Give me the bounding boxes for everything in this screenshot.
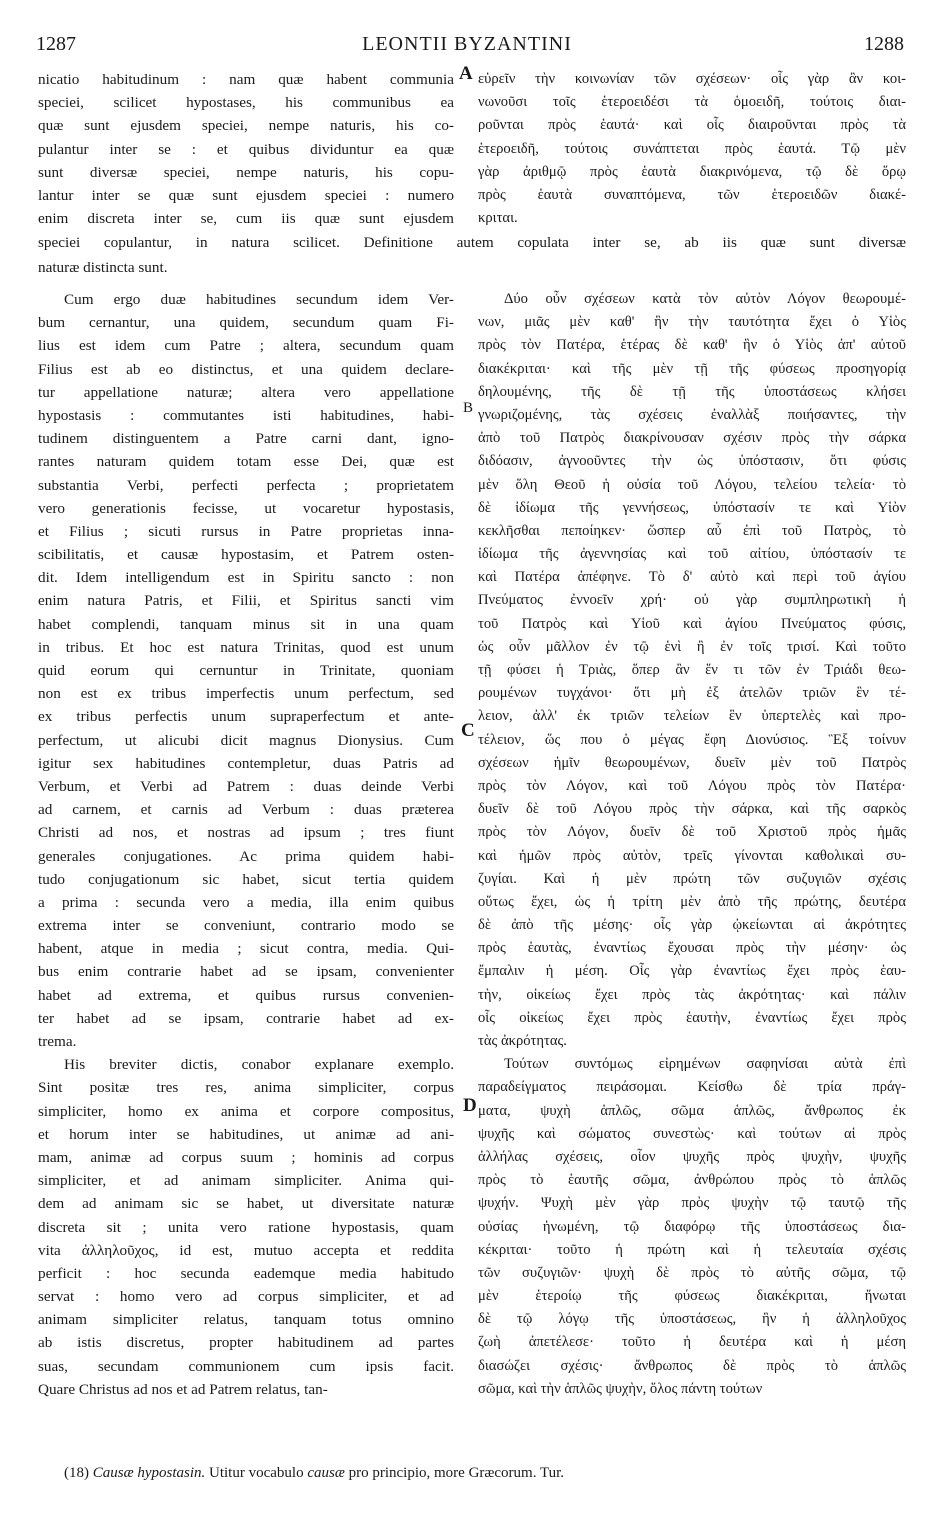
text-line: κριται. — [478, 210, 518, 227]
text-line: servat : homo vero ad corpus simpliciter, et ad — [38, 1288, 454, 1306]
text-line: extrema inter se conveniunt, contrario modo se — [38, 917, 454, 935]
text-line: δὲ τῷ λόγῳ τῆς ὑποστάσεως, ἣν ἡ ἀλληλοῦχος — [478, 1311, 906, 1328]
text-line: hypostasis : commutantes isti habitudines, habi- — [38, 406, 454, 424]
text-line: naturæ distincta sunt. — [38, 259, 168, 276]
text-line: ter habet ad se ipsam, contrarie habet ad ex- — [38, 1009, 454, 1027]
section-marker-a: A — [459, 63, 473, 84]
text-line: οὕτως ἔχει, ὡς ἡ τρίτη μὲν ἀπὸ τῆς πρώτης, δευτέρα — [478, 893, 906, 910]
text-line: πρὸς ἑαυτὰ συναπτόμενα, τῶν ἑτεροειδῶν διακέ- — [478, 186, 906, 203]
text-line: νων, μιᾶς μὲν καθ' ἣν τὴν ταυτότητα ἔχει ὁ Υἱὸς — [478, 314, 906, 331]
text-line: Verbum, et Verbi ad Patrem : duas deinde Verbi — [38, 777, 454, 795]
latin-column-bridge-end — [38, 256, 454, 279]
text-line: οἷς οἰκείως ἔχει πρὸς ἑαυτὴν, ἐναντίως ἔχει πρὸς — [478, 1009, 906, 1026]
text-line: discreta sit ; unita vero ratione hypostasis, quam — [38, 1218, 454, 1236]
text-line: Cum ergo duæ habitudines secundum idem Ver- — [64, 291, 454, 308]
text-line: Πνεύματος ἐννοεῖν χρή· οὐ γὰρ συμπληρωτικὴ ἡ — [478, 592, 906, 609]
text-line: τῶν συζυγιῶν· ψυχὴ δὲ πρὸς τὸ αὐτῆς σῶμα, τῷ — [478, 1264, 906, 1281]
text-line: ὡς οὖν μᾶλλον ἐν τῷ ἑνὶ ἢ ἐν τοῖς τρισί. Καὶ τοῦτο — [478, 638, 906, 655]
text-line: ἔμπαλιν ἡ μέση. Οἷς γὰρ ἐναντίως ἔχει πρὸς ἑαυ- — [478, 963, 906, 980]
footnote-word: causæ — [307, 1465, 345, 1481]
text-line: κεκλῆσθαι πεποίηκεν· ὥσπερ αὖ ἐπὶ τοῦ Πατρὸς, τὸ — [478, 522, 906, 539]
text-line: πρὸς τὸν Λόγον, δυεῖν δὲ τοῦ Χριστοῦ πρὸς ἡμᾶς — [478, 824, 906, 841]
text-line: trema. — [38, 1033, 77, 1050]
text-line: mam, animæ ad corpus suum ; hominis ad corpus — [38, 1148, 454, 1166]
text-line: habet complendi, tanquam minus sit in una quam — [38, 615, 454, 633]
text-line: οὐσίας ἡνωμένη, τῷ διαφόρῳ τῆς ὑποστάσεως δια- — [478, 1218, 906, 1235]
text-line: μὲν ὅλη Θεοῦ ἡ οὐσία τοῦ Λόγου, τελείου τελεία· τὸ — [478, 476, 906, 493]
text-line: ψυχήν. Ψυχὴ μὲν γὰρ πρὸς ψυχὴν τῷ ταυτῷ τῆς — [478, 1195, 906, 1212]
text-line: habent, atque in media ; sicut contra, media. Qui- — [38, 940, 454, 958]
latin-column-body — [38, 288, 454, 1401]
text-line: τὰς ἀκρότητας. — [478, 1033, 567, 1049]
text-line: rantes naturam quidem totam esse Dei, quæ est — [38, 453, 454, 471]
text-line: διδόασιν, ἀγνοοῦντες τὴν ὡς ὑπόστασιν, ὅτι φύσις — [478, 453, 906, 470]
text-line: sunt diversæ speciei, nempe naturis, his copu- — [38, 163, 454, 181]
text-line: ροῦνται πρὸς ἑαυτά· καὶ οἷς διαιροῦνται πρὸς τὰ — [478, 117, 906, 134]
text-line: τοῦ Πατρὸς καὶ Υἱοῦ καὶ ἁγίου Πνεύματος φύσις, — [478, 615, 906, 632]
text-line: pulantur inter se : et quibus dividuntur ea quæ — [38, 140, 454, 158]
text-line: dit. Idem intelligendum est in Spiritu sancto : non — [38, 569, 454, 587]
text-line: σῶμα, καὶ τὴν ἁπλῶς ψυχὴν, ὅλος πάντη τούτων — [478, 1380, 763, 1397]
text-line: ἰδίωμα τῆς ἀγεννησίας καὶ τοῦ αἰτίου, ὑπόστασίν τε — [478, 546, 906, 563]
text-line: ἑτεροειδῆ, τούτοις συνάπτεται πρὸς ἑαυτά. Τῷ μὲν — [478, 140, 906, 157]
text-line: nicatio habitudinum : nam quæ habent communia — [38, 71, 454, 88]
text-line: perficit : hoc secunda eademque media habitudo — [38, 1264, 454, 1282]
text-line: ab istis discretus, propter habitudinem ad partes — [38, 1334, 454, 1352]
text-line: Christi ad nos, et nostras ad ipsum ; tres fiunt — [38, 824, 454, 842]
text-line: generales conjugationes. Ac prima quidem habi- — [38, 847, 454, 865]
text-line: ex tribus perfectis unum supraperfectum et ante- — [38, 708, 454, 726]
text-line: in tribus. Et hoc est natura Trinitas, quod est unum — [38, 638, 454, 656]
text-line: καὶ Πατέρα ἀπέφηνε. Τὸ δ' αὐτὸ καὶ περὶ τοῦ ἁγίου — [478, 569, 906, 586]
page-number-right: 1288 — [864, 33, 904, 55]
text-line: tudo conjugationum sic habet, sicut tertia quidem — [38, 870, 454, 888]
section-marker-b: B — [463, 400, 474, 416]
text-line: εὑρεῖν τὴν κοινωνίαν τῶν σχέσεων· οἷς γὰρ ἂν κοι- — [478, 71, 906, 87]
text-line: διακέκριται· καὶ τῆς μὲν τῇ τῆς φύσεως προσηγορίᾳ — [478, 360, 906, 377]
text-line: Τούτων συντόμως εἰρημένων σαφηνίσαι αὐτὰ ἐπὶ — [504, 1056, 906, 1073]
text-line: τέλειον, ὥς που ὁ μέγας ἔφη Διονύσιος. Ἓξ τοίνυν — [478, 731, 906, 748]
text-line: ἀπὸ τοῦ Πατρὸς διακρίνουσαν σχέσιν πρὸς τὴν σάρκα — [478, 430, 906, 447]
text-line: ζωὴ ἀπετέλεσε· τοῦτο ἡ δευτέρα καὶ ἡ μέση — [478, 1334, 906, 1351]
text-line: bum cernantur, una quidem, secundum quam Fi- — [38, 314, 454, 332]
text-line: λειον, ἀλλ' ἐκ τριῶν τελείων ἓν ὑπερτελὲς καὶ προ- — [478, 708, 906, 725]
text-line: enim natura Patris, et Filii, et Spiritus sancti vim — [38, 592, 454, 610]
text-line: simpliciter, homo ex anima et corpore compositus, — [38, 1102, 454, 1120]
text-line: simpliciter, et ad animam simpliciter. Anima qui- — [38, 1172, 454, 1190]
text-line: a prima : secunda vero a media, illa enim quibus — [38, 893, 454, 911]
footnote-lemma: Causæ hypostasin. — [92, 1465, 206, 1481]
page-number-left: 1287 — [36, 33, 76, 55]
text-line: διασώζει σχέσις· ἄνθρωπος δὲ πρὸς τὸ ἁπλῶς — [478, 1357, 906, 1374]
text-line: quæ sunt ejusdem speciei, nempe naturis, his co- — [38, 117, 454, 135]
spanning-line: speciei copulantur, in natura scilicet. Definitione autem copulata inter se, ab iis quæ sunt diversæ — [38, 234, 906, 251]
text-line: γνωριζομένης, τὰς σχέσεις ἐναλλὰξ ποιήσαντες, τὴν — [478, 406, 906, 423]
text-line: Δύο οὖν σχέσεων κατὰ τὸν αὐτὸν Λόγον θεωρουμέ- — [504, 291, 906, 307]
text-line: habet ad extrema, et quibus rursus convenien- — [38, 986, 454, 1004]
latin-column-top — [38, 68, 454, 230]
text-line: δυεῖν δὲ τοῦ Λόγου πρὸς τὴν σάρκα, καὶ τῆς σαρκὸς — [478, 801, 906, 818]
footnote — [64, 1462, 924, 1484]
text-line: tudinem distinguentem a Patre carni dant, igno- — [38, 430, 454, 448]
running-title: LEONTII BYZANTINI — [362, 33, 572, 55]
text-line: καὶ ἡμῶν πρὸς αὐτὸν, τρεῖς γίνονται καθολικαὶ συ- — [478, 847, 906, 864]
text-line: igitur sex habitudines contempletur, duas Patris ad — [38, 754, 454, 772]
text-line: et Filius ; sicuti rursus in Patre proprietas inna- — [38, 522, 454, 540]
text-line: enim discreta inter se, cum iis quæ sunt ejusdem — [38, 210, 454, 228]
section-marker-d: D — [463, 1095, 477, 1116]
text-line: πρὸς τὸν Πατέρα, ἑτέρας δὲ καθ' ἣν ὁ Υἱὸς ἀπ' αὐτοῦ — [478, 337, 906, 354]
text-line: vero generationis fecisse, ut vocaretur hypostasis, — [38, 499, 454, 517]
footnote-number: (18) — [64, 1465, 89, 1481]
greek-column-top — [478, 68, 906, 230]
text-line: ad carnem, et carnis ad Verbum : duas præterea — [38, 801, 454, 819]
text-line: et horum inter se habitudines, ut animæ ad ani- — [38, 1125, 454, 1143]
text-line: Filius est ab eo distinctus, et una quidem declare- — [38, 360, 454, 378]
text-line: ζυγίαι. Καὶ ἡ μὲν πρώτη τῶν συζυγιῶν σχέσις — [478, 870, 906, 887]
footnote-rest: pro principio, more Græcorum. Tur. — [348, 1465, 564, 1481]
text-line: τῇ φύσει ἡ Τριὰς, ὅπερ ἂν ἕν τι τῶν ἐν Τριάδι θεω- — [478, 662, 906, 678]
text-line: lius est idem cum Patre ; altera, secundum quam — [38, 337, 454, 355]
text-line: His breviter dictis, conabor explanare exemplo. — [64, 1056, 454, 1074]
text-line: ματα, ψυχὴ ἁπλῶς, σῶμα ἁπλῶς, ἄνθρωπος ἐκ — [478, 1102, 906, 1119]
text-line: δὲ ἀπὸ τῆς μέσης· οἷς γὰρ ᾠκείωνται αἱ ἀκρότητες — [478, 917, 906, 934]
text-line: Quare Christus ad nos et ad Patrem relatus, tan- — [38, 1380, 328, 1398]
text-line: bus enim contrarie habet ad se ipsam, convenienter — [38, 963, 454, 981]
text-line: Sint positæ tres res, anima simpliciter, corpus — [38, 1079, 454, 1097]
text-line: τὴν, οἰκείως ἔχει πρὸς τὰς ἀκρότητας· καὶ πάλιν — [478, 986, 906, 1003]
text-line: substantia Verbi, perfecti perfecta ; proprietatem — [38, 476, 454, 494]
footnote-text: Utitur vocabulo — [209, 1465, 304, 1481]
text-line: γὰρ ἀριθμῷ πρὸς ἑαυτὰ διακρινόμενα, τῷ δὲ ὅρῳ — [478, 163, 906, 180]
text-line: non est ex tribus imperfectis unum perfectum, sed — [38, 685, 454, 703]
text-line: κέκριται· τοῦτο ἡ πρώτη καὶ ἡ τελευταία σχέσις — [478, 1241, 906, 1258]
text-line: μὲν ἑτεροίῳ τῆς φύσεως διακέκριται, ἥνωται — [478, 1288, 906, 1305]
text-line: πρὸς τὸν Λόγον, καὶ τοῦ Λόγου πρὸς τὸν Πατέρα· — [478, 777, 906, 794]
text-line: suas, secundam communionem cum ipsis facit. — [38, 1357, 454, 1375]
greek-column-body — [478, 288, 906, 1401]
text-line: παραδείγματος πειράσομαι. Κείσθω δὲ τρία πράγ- — [478, 1079, 906, 1096]
text-line: tur appellatione naturæ; altera vero appellatione — [38, 383, 454, 401]
text-line: lantur inter se quæ sunt ejusdem speciei : numero — [38, 186, 454, 204]
text-line: πρὸς τὸ ἑαυτῆς σῶμα, ἀνθρώπου πρὸς τὸ ἁπλῶς — [478, 1172, 906, 1189]
text-line: scibilitatis, et causæ hypostasim, et Patrem osten- — [38, 546, 454, 564]
text-line: δὲ ἰδίωμα τῆς γεννήσεως, ὑπόστασίν τε καὶ Υἱὸν — [478, 499, 906, 516]
text-line: νωνοῦσι τοῖς ἑτεροειδέσι τὰ ὁμοειδῆ, τούτοις διαι- — [478, 94, 906, 111]
text-line: δηλουμένης, τῆς δὲ τῇ τῆς ὑποστάσεως κλήσει — [478, 383, 906, 400]
text-line: πρὸς ἑαυτὰς, ἐναντίως ἔχουσαι πρὸς τὴν μέσην· ὡς — [478, 940, 906, 957]
text-line: ψυχῆς καὶ σώματος συνεστὼς· καὶ τούτων αἱ πρὸς — [478, 1125, 906, 1142]
section-marker-c: C — [461, 720, 475, 741]
text-line: ρουμένων τυγχάνοι· ὅτι μὴ ἐξ ἀτελῶν τριῶν ἓν τέ- — [478, 685, 906, 702]
text-line: ἀλλήλας σχέσεις, οἷον ψυχῆς πρὸς ψυχὴν, ψυχῆς — [478, 1148, 906, 1165]
text-line: animam simpliciter relatus, tanquam totus omnino — [38, 1311, 454, 1329]
text-line: speciei, scilicet hypostases, his communibus ea — [38, 94, 454, 112]
text-line: vita ἀλληλοῦχος, id est, mutuo accepta et reddita — [38, 1241, 454, 1259]
text-line: perfectum, ut alicubi dicit magnus Dionysius. Cum — [38, 731, 454, 749]
text-line: dem ad animam sic se habet, ut diversitate naturæ — [38, 1195, 454, 1213]
text-line: quid eorum qui cernuntur in Trinitate, quoniam — [38, 662, 454, 679]
text-line: σχέσεων ἡμῖν θεωρουμένων, δυεῖν μὲν τοῦ Πατρὸς — [478, 754, 906, 771]
